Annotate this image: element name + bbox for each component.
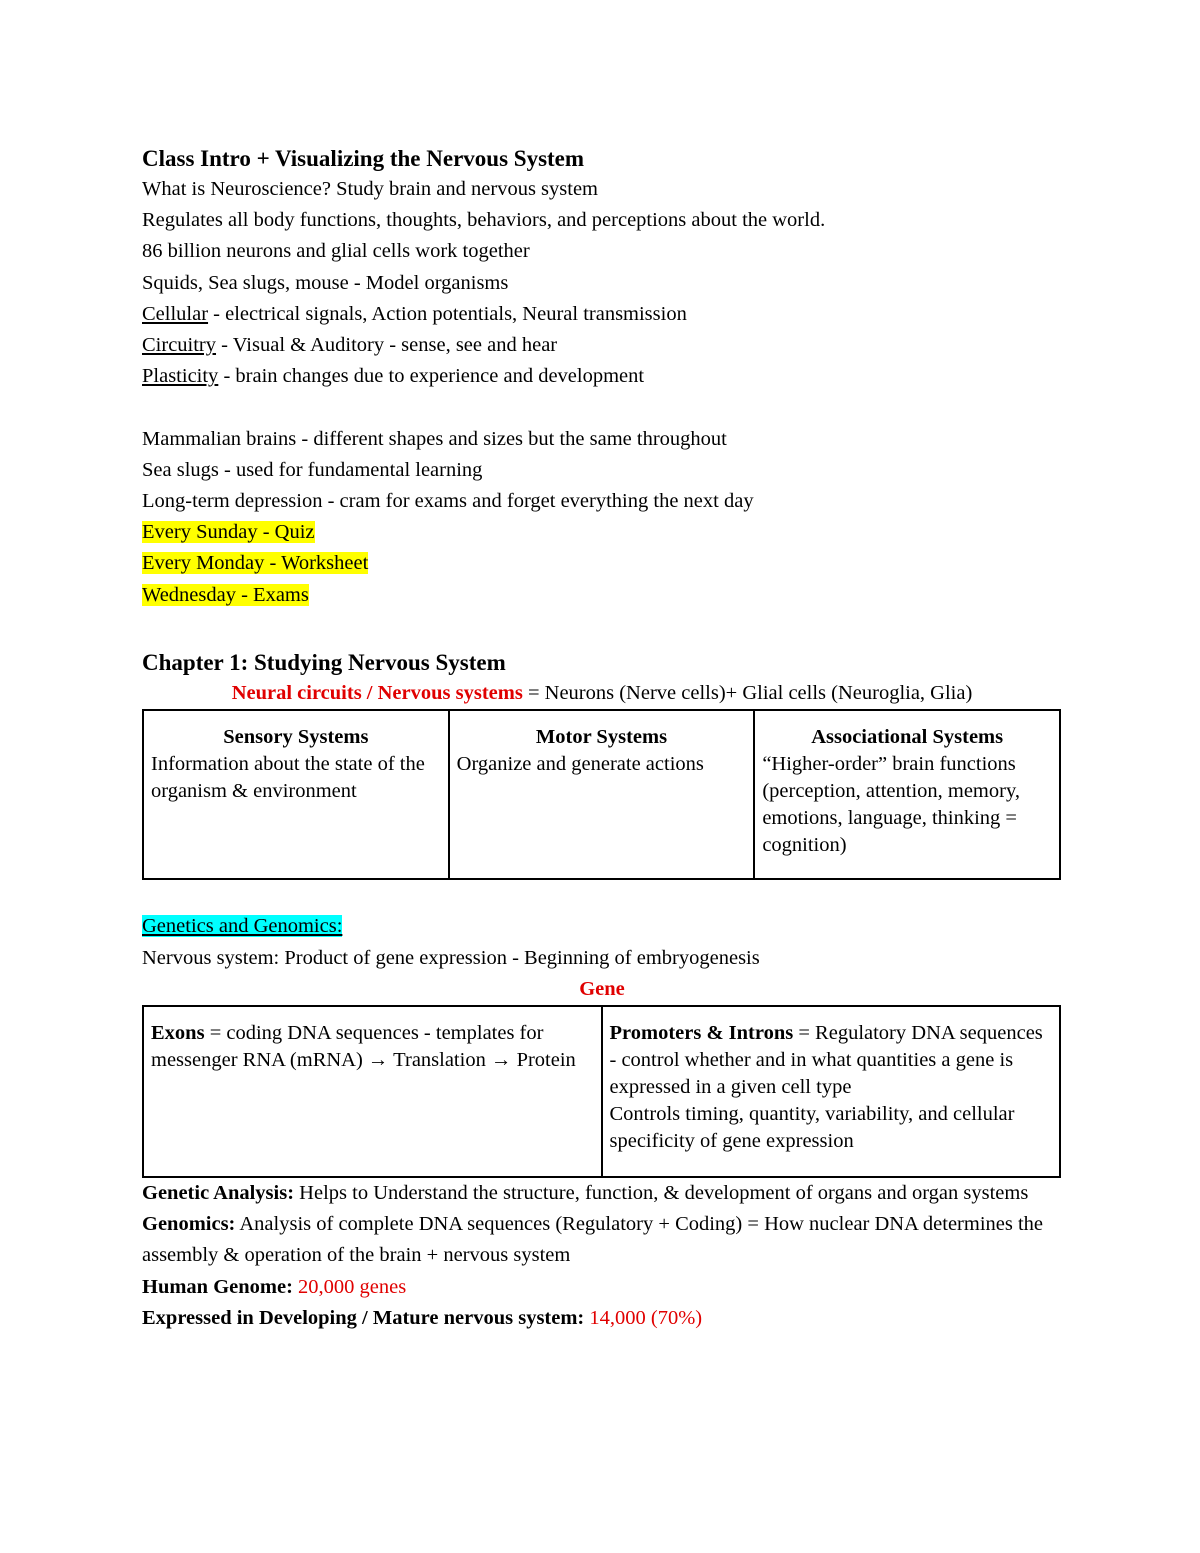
associational-systems-cell [754, 710, 1060, 879]
exons-term: Exons [151, 1022, 205, 1045]
spacer [142, 392, 1062, 423]
cellular-text: - electrical signals, Action potentials, Neural transmission [208, 302, 687, 325]
genetic-analysis-text: Helps to Understand the structure, function, & development of organs and organ systems [294, 1182, 1029, 1205]
chapter1-subtitle [142, 678, 1062, 709]
cellular-line [142, 299, 1062, 330]
neural-circuits-term: Neural circuits / Nervous systems [231, 682, 523, 705]
circuitry-line [142, 330, 1062, 361]
schedule-item [142, 548, 1062, 579]
genetics-heading-line [142, 911, 1062, 942]
exons-cell [143, 1006, 602, 1177]
expressed-term: Expressed in Developing / Mature nervous system: [142, 1306, 585, 1329]
expressed-line [142, 1303, 1062, 1334]
associational-systems-heading: Associational Systems [811, 726, 1004, 749]
motor-systems-heading: Motor Systems [535, 726, 668, 749]
genomics-line [142, 1209, 1062, 1271]
sensory-systems-cell [143, 710, 449, 879]
document-page [142, 138, 1062, 1334]
plasticity-term: Plasticity [142, 365, 219, 388]
genetic-analysis-line [142, 1178, 1062, 1209]
circuitry-text: - Visual & Auditory - sense, see and hear [216, 334, 558, 357]
intro-line: Mammalian brains - different shapes and sizes but the same throughout [142, 427, 727, 450]
sensory-systems-heading: Sensory Systems [223, 726, 369, 749]
intro-line: 86 billion neurons and glial cells work together [142, 240, 530, 263]
plasticity-line [142, 361, 1062, 392]
intro-line: What is Neuroscience? Study brain and nervous system [142, 178, 599, 200]
intro-title: Class Intro + Visualizing the Nervous System [142, 146, 585, 171]
human-genome-value: 20,000 genes [292, 1275, 407, 1298]
genomics-term: Genomics: [142, 1213, 236, 1236]
spacer [142, 611, 1062, 642]
human-genome-term: Human Genome: [142, 1275, 293, 1298]
intro-line: Long-term depression - cram for exams and forget everything the next day [142, 490, 754, 513]
chapter1-title: Chapter 1: Studying Nervous System [142, 650, 506, 676]
genomics-text: Analysis of complete DNA sequences (Regulatory + Coding) = How nuclear DNA determines the assembly & operation of the brain + nervous system [142, 1213, 1044, 1267]
exons-text: = coding DNA sequences - templates for messenger RNA (mRNA) → Translation → Protein [151, 1022, 576, 1072]
cellular-term: Cellular [142, 302, 209, 325]
spacer [142, 880, 1062, 911]
associational-systems-body: “Higher-order” brain functions (perception, attention, memory, emotions, language, thinking = cognition) [762, 753, 1020, 857]
neural-circuits-text: = Neurons (Nerve cells)+ Glial cells (Neuroglia, Glia) [522, 682, 973, 705]
genetics-heading: Genetics and Genomics: [142, 915, 343, 938]
intro-line: Squids, Sea slugs, mouse - Model organisms [142, 271, 509, 294]
schedule-item [142, 517, 1062, 548]
systems-table [142, 709, 1061, 880]
gene-label: Gene [579, 977, 625, 1000]
sensory-systems-body: Information about the state of the organism & environment [151, 753, 425, 803]
circuitry-term: Circuitry [142, 334, 217, 357]
intro-line: Regulates all body functions, thoughts, behaviors, and perceptions about the world. [142, 209, 826, 232]
motor-systems-cell [449, 710, 755, 879]
schedule-monday: Every Monday - Worksheet [142, 552, 369, 575]
gene-table [142, 1005, 1061, 1178]
schedule-sunday: Every Sunday - Quiz [142, 521, 315, 544]
intro-line: Sea slugs - used for fundamental learning [142, 458, 483, 481]
expressed-value: 14,000 (70%) [584, 1306, 703, 1329]
promoters-text: = Regulatory DNA sequences - control whether and in what quantities a gene is expressed in a given cell type [609, 1022, 1043, 1099]
plasticity-text: - brain changes due to experience and development [218, 365, 645, 388]
motor-systems-body: Organize and generate actions [456, 753, 704, 776]
promoters-term: Promoters & Introns [609, 1022, 794, 1045]
genetics-line: Nervous system: Product of gene expression - Beginning of embryogenesis [142, 946, 760, 969]
genetic-analysis-term: Genetic Analysis: [142, 1182, 295, 1205]
schedule-item [142, 580, 1062, 611]
promoters-text-2: Controls timing, quantity, variability, and cellular specificity of gene expression [609, 1103, 1015, 1153]
promoters-cell [602, 1006, 1061, 1177]
schedule-wednesday: Wednesday - Exams [142, 583, 309, 606]
human-genome-line [142, 1272, 1062, 1303]
